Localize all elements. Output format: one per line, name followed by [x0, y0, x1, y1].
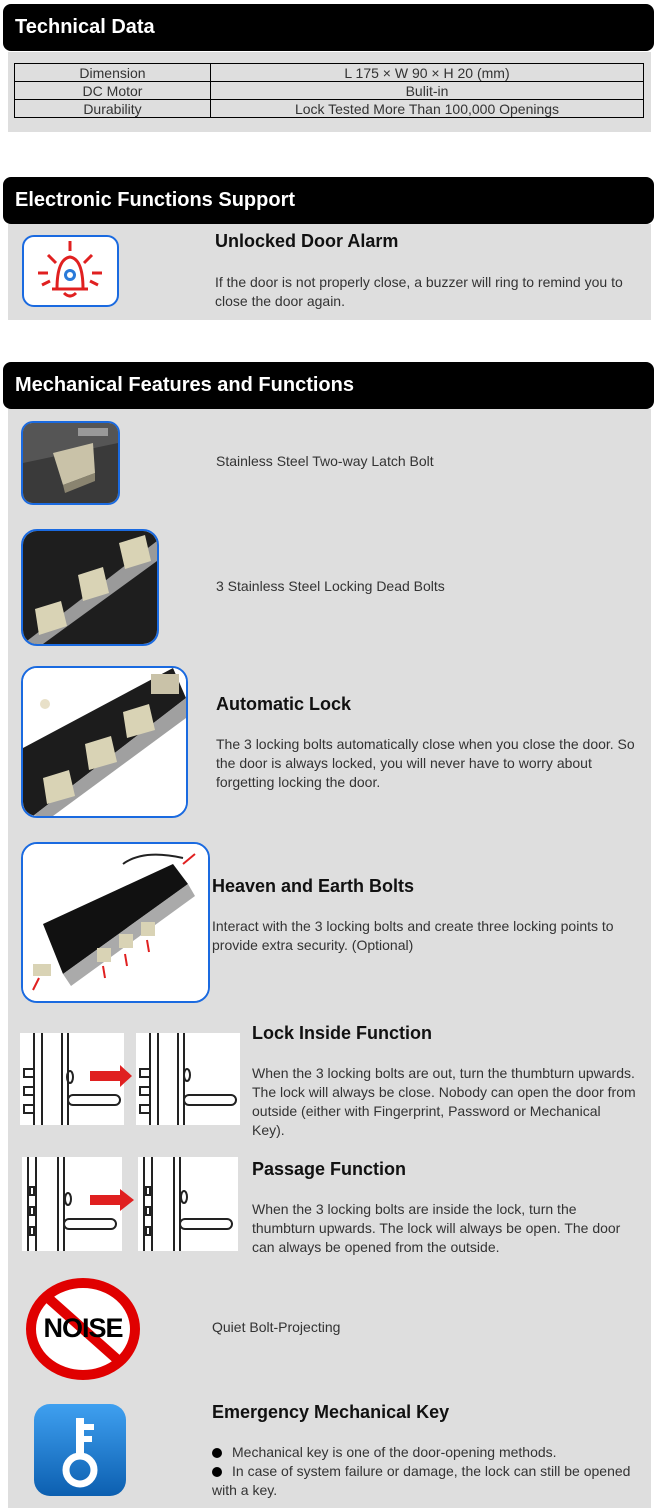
- lock-inside-title: Lock Inside Function: [252, 1023, 433, 1043]
- dead-bolts-image: [21, 529, 159, 646]
- lock-inside-text: When the 3 locking bolts are out, turn the thumbturn upwards. The lock will always be close. Nobody can open the door from outside (either with Fingerprint, Password or Mechanical Key).: [252, 1065, 636, 1138]
- list-item: [212, 1443, 632, 1462]
- mechanical-title: Mechanical Features and Functions: [15, 374, 354, 396]
- key-icon: [34, 1404, 126, 1496]
- spec-label: Dimension: [15, 64, 211, 82]
- spec-value: L 175 × W 90 × H 20 (mm): [211, 64, 644, 82]
- passage-title: Passage Function: [252, 1159, 407, 1179]
- automatic-lock-title: Automatic Lock: [216, 694, 352, 714]
- no-noise-label: NOISE: [43, 1313, 123, 1343]
- quiet-bolt-text: Quiet Bolt-Projecting: [212, 1319, 341, 1335]
- passage-diagram: [22, 1157, 238, 1251]
- latch-bolt-image: [21, 421, 120, 505]
- table-row: [15, 64, 644, 82]
- table-row: [15, 100, 644, 118]
- electronic-header: [3, 177, 654, 224]
- electronic-title: Electronic Functions Support: [15, 189, 296, 211]
- emergency-key-list: [212, 1443, 632, 1500]
- technical-data-header: [3, 4, 654, 51]
- heaven-earth-title: Heaven and Earth Bolts: [212, 876, 415, 896]
- spec-value: Lock Tested More Than 100,000 Openings: [211, 100, 644, 118]
- lock-inside-diagram: [20, 1033, 240, 1125]
- automatic-lock-image: [21, 666, 188, 818]
- bullet-text: Mechanical key is one of the door-opening methods.: [232, 1444, 557, 1460]
- mechanical-header: [3, 362, 654, 409]
- automatic-lock-text: The 3 locking bolts automatically close when you close the door. So the door is always locked, you will never have to worry about forgetting locking the door.: [216, 736, 635, 790]
- alarm-bell-icon: [22, 235, 119, 307]
- latch-bolt-text: Stainless Steel Two-way Latch Bolt: [216, 453, 434, 469]
- dead-bolts-text: 3 Stainless Steel Locking Dead Bolts: [216, 578, 445, 594]
- alarm-text: If the door is not properly close, a buzzer will ring to remind you to close the door again.: [215, 274, 623, 309]
- passage-text: When the 3 locking bolts are inside the lock, turn the thumbturn upwards. The lock will always be open. The door can always be opened from the outside.: [252, 1201, 621, 1255]
- heaven-earth-image: [21, 842, 210, 1003]
- no-noise-icon: [25, 1277, 141, 1381]
- bullet-icon: [212, 1448, 222, 1458]
- spec-value: Bulit-in: [211, 82, 644, 100]
- spec-label: DC Motor: [15, 82, 211, 100]
- technical-data-title: Technical Data: [15, 16, 155, 38]
- bullet-icon: [212, 1467, 222, 1477]
- alarm-title: Unlocked Door Alarm: [215, 231, 399, 251]
- bullet-text: In case of system failure or damage, the lock can still be opened with a key.: [212, 1463, 631, 1498]
- heaven-earth-text: Interact with the 3 locking bolts and create three locking points to provide extra security. (Optional): [212, 918, 614, 953]
- spec-label: Durability: [15, 100, 211, 118]
- spec-table: [14, 63, 644, 118]
- emergency-key-title: Emergency Mechanical Key: [212, 1402, 450, 1422]
- list-item: [212, 1462, 632, 1500]
- table-row: [15, 82, 644, 100]
